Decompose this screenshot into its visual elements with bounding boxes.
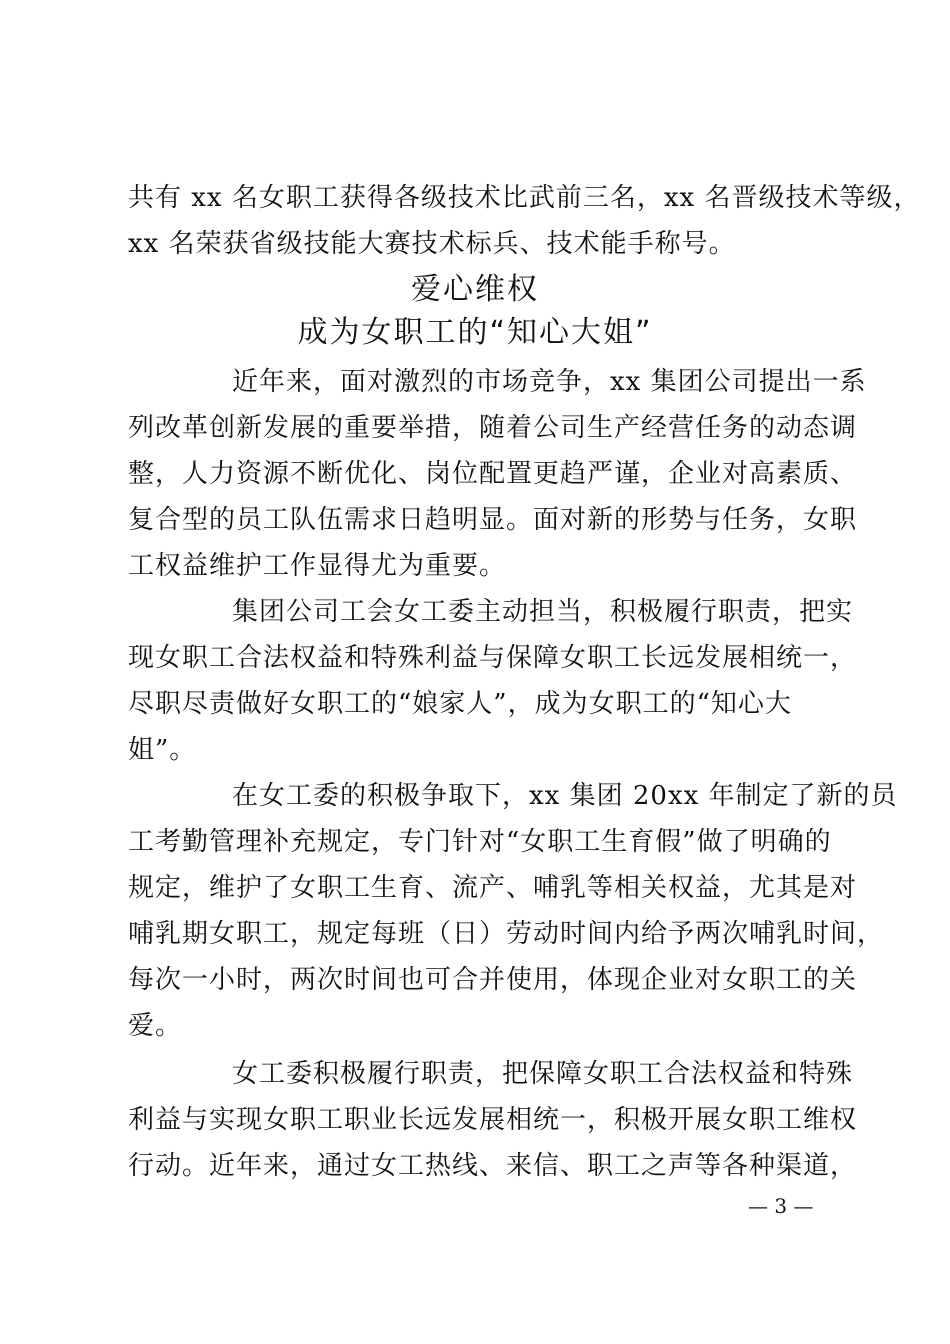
paragraph-line: 复合型的员工队伍需求日趋明显。面对新的形势与任务，女职 xyxy=(128,505,858,535)
paragraph-line: 每次一小时，两次时间也可合并使用，体现企业对女职工的关 xyxy=(128,965,858,995)
page-number: — 3 — xyxy=(748,1194,814,1218)
intro-line: 共有 xx 名女职工获得各级技术比武前三名，xx 名晋级技术等级， xyxy=(128,183,921,213)
paragraph-line: 规定，维护了女职工生育、流产、哺乳等相关权益，尤其是对 xyxy=(128,873,858,903)
paragraph-line: 利益与实现女职工职业长远发展相统一，积极开展女职工维权 xyxy=(128,1105,858,1135)
paragraph-line: 爱。 xyxy=(128,1011,183,1041)
paragraph-line: 工考勤管理补充规定，专门针对“女职工生育假”做了明确的 xyxy=(128,827,832,857)
paragraph-line: 列改革创新发展的重要举措，随着公司生产经营任务的动态调 xyxy=(128,413,858,443)
paragraph-line: 行动。近年来，通过女工热线、来信、职工之声等各种渠道， xyxy=(128,1151,858,1181)
paragraph-line: 近年来，面对激烈的市场竞争，xx 集团公司提出一系 xyxy=(232,367,867,397)
paragraph-line: 整，人力资源不断优化、岗位配置更趋严谨，企业对高素质、 xyxy=(128,459,858,489)
paragraph-line: 现女职工合法权益和特殊利益与保障女职工长远发展相统一， xyxy=(128,643,858,673)
paragraph-line: 女工委积极履行职责，把保障女职工合法权益和特殊 xyxy=(232,1059,854,1089)
section-subtitle: 成为女职工的“知心大姐” xyxy=(297,315,653,350)
paragraph-line: 哺乳期女职工，规定每班（日）劳动时间内给予两次哺乳时间， xyxy=(128,919,885,949)
section-title: 爱心维权 xyxy=(411,272,539,307)
paragraph-line: 集团公司工会女工委主动担当，积极履行职责，把实 xyxy=(232,597,854,627)
paragraph-line: 工权益维护工作显得尤为重要。 xyxy=(128,551,507,581)
intro-line: xx 名荣获省级技能大赛技术标兵、技术能手称号。 xyxy=(128,229,736,259)
paragraph-line: 尽职尽责做好女职工的“娘家人”，成为女职工的“知心大 xyxy=(128,689,792,719)
paragraph-line: 姐”。 xyxy=(128,735,197,765)
paragraph-line: 在女工委的积极争取下，xx 集团 20xx 年制定了新的员 xyxy=(232,781,898,811)
